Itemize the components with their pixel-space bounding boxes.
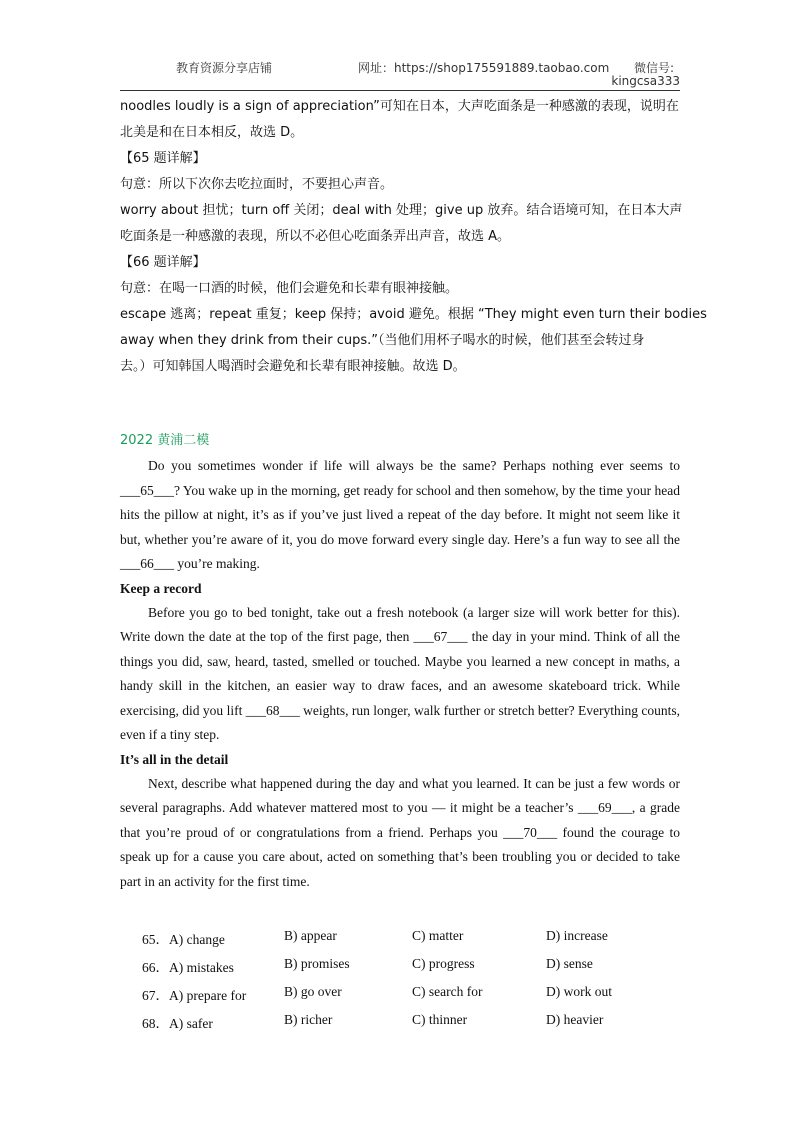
option-c: C) search for (412, 984, 483, 999)
option-c: C) thinner (412, 1012, 468, 1027)
option-d: D) heavier (546, 1012, 604, 1027)
answer-explanations (120, 94, 707, 380)
option-row (142, 952, 662, 980)
option-b: B) promises (284, 956, 350, 971)
option-a: 68．A) safer (142, 1016, 213, 1031)
option-d: D) sense (546, 956, 593, 971)
passage-title: 2022 黄浦二模 (120, 433, 210, 448)
explanation-line: worry about 担忧；turn off 关闭；deal with 处理；give up 放弃。结合语境可知，在日本大声 (120, 203, 683, 218)
option-row (142, 980, 662, 1008)
explanation-line: noodles loudly is a sign of appreciation”可知在日本，大声吃面条是一种感激的表现，说明在 (120, 99, 679, 114)
shop-name: 教育资源分享店铺 (176, 61, 273, 75)
option-row (142, 924, 662, 952)
passage-paragraph: Next, describe what happened during the day and what you learned. It can be just a few words or several paragraphs. Add whatever mattered most to you — it might be a teacher’s ___69___, a grade that you’re proud of or congratulations from a friend. Perhaps you ___70___ found the courage to speak up for a cause you care about, acted on something that’s been troubling you or decided to take part in an activity for the first time. (120, 775, 680, 889)
explanation-line: 北美是和在日本相反，故选 D。 (120, 125, 304, 140)
explanation-line: away when they drink from their cups.”（当他们用杯子喝水的时候，他们甚至会转过身 (120, 333, 645, 348)
passage-paragraph: Before you go to bed tonight, take out a fresh notebook (a larger size will work better for this). Write down the date at the top of the first page, then ___67___ the day in your mind. Think of all the things you did, saw, heard, tasted, smelled or touched. Maybe you learned a new concept in maths, a handy skill in the kitchen, an easier way to draw faces, and an awesome skateboard trick. While exercising, did you lift ___68___ weights, run longer, walk further or stretch better? Everything counts, even if a tiny step. (120, 604, 680, 742)
option-a: 67．A) prepare for (142, 988, 247, 1003)
page-header (120, 56, 680, 91)
explanation-line: 去。）可知韩国人喝酒时会避免和长辈有眼神接触。故选 D。 (120, 359, 466, 374)
option-a: 65．A) change (142, 932, 225, 947)
explanation-line: 吃面条是一种感激的表现，所以不必但心吃面条弄出声音，故选 A。 (120, 229, 511, 244)
option-a: 66．A) mistakes (142, 960, 234, 975)
answer-options (142, 924, 662, 1036)
passage (120, 428, 680, 894)
option-c: C) matter (412, 928, 464, 943)
section-heading: Keep a record (120, 580, 202, 596)
option-b: B) appear (284, 928, 337, 943)
option-b: B) richer (284, 1012, 333, 1027)
option-b: B) go over (284, 984, 342, 999)
passage-intro: Do you sometimes wonder if life will always be the same? Perhaps nothing ever seems to ___65___? You wake up in the morning, get ready for school and then somehow, by the time your head hits the pillow at night, it’s as if you’ve just lived a repeat of the day before. It might not seem like it but, whether you’re aware of it, you do move forward every single day. Here’s a fun way to see all the ___66___ you’re making. (120, 458, 680, 571)
option-d: D) work out (546, 984, 612, 999)
option-row (142, 1008, 662, 1036)
wechat-id: kingcsa333 (611, 74, 680, 88)
explanation-line: 句意：在喝一口酒的时候，他们会避免和长辈有眼神接触。 (120, 281, 459, 296)
shop-url[interactable]: 网址：https://shop175591889.taobao.com (358, 61, 610, 75)
explanation-heading: 【66 题详解】 (120, 255, 206, 270)
explanation-heading: 【65 题详解】 (120, 151, 206, 166)
option-c: C) progress (412, 956, 475, 971)
option-d: D) increase (546, 928, 608, 943)
section-heading: It’s all in the detail (120, 751, 229, 767)
explanation-line: 句意：所以下次你去吃拉面时，不要担心声音。 (120, 177, 394, 192)
wechat-label: 微信号: (633, 61, 674, 75)
explanation-line: escape 逃离；repeat 重复；keep 保持；avoid 避免。根据 “They might even turn their bodies (120, 307, 707, 322)
